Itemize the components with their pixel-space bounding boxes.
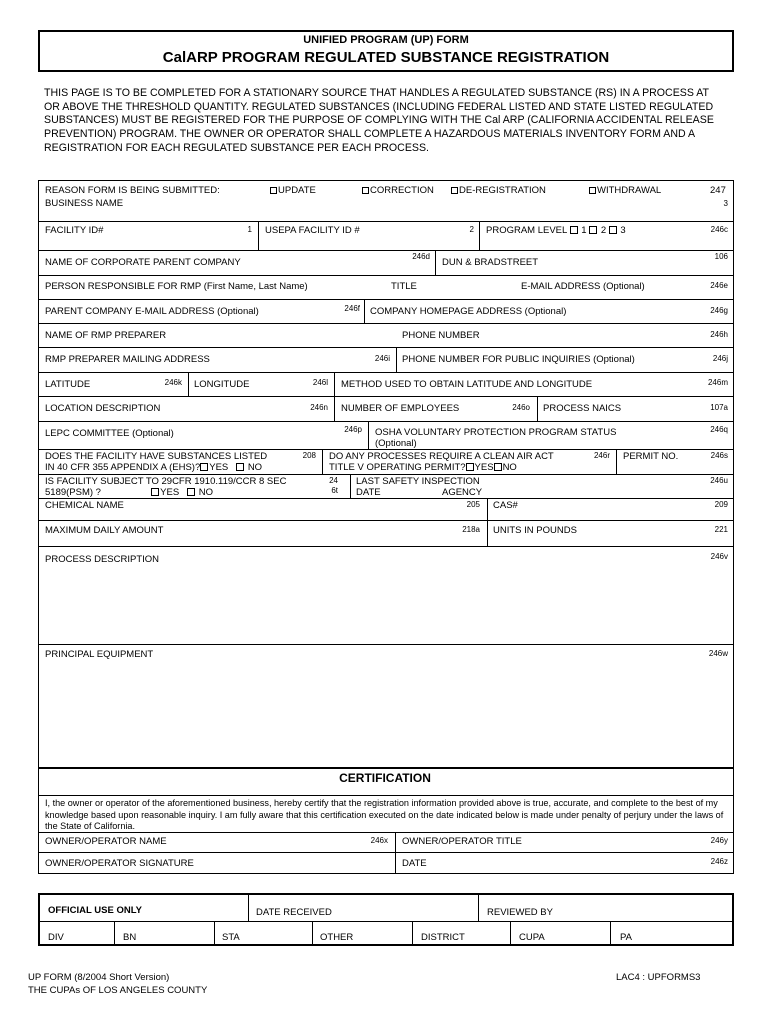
clean-air-question-line1: DO ANY PROCESSES REQUIRE A CLEAN AIR ACT — [329, 451, 554, 462]
location-description-label: LOCATION DESCRIPTION — [45, 403, 161, 414]
method-label: METHOD USED TO OBTAIN LATITUDE AND LONGITUDE — [341, 379, 593, 390]
ehs-question-line2: IN 40 CFR 355 APPENDIX A (EHS)? YES NO — [45, 462, 263, 473]
inspection-agency-label: AGENCY — [442, 487, 483, 498]
field-number: 247 — [710, 185, 726, 196]
phone-number-label: PHONE NUMBER — [402, 330, 480, 341]
field-number: 246x — [370, 836, 388, 845]
principal-equipment-label: PRINCIPAL EQUIPMENT — [45, 649, 154, 660]
usepa-id-label: USEPA FACILITY ID # — [265, 225, 360, 236]
corporate-parent-label: NAME OF CORPORATE PARENT COMPANY — [45, 257, 241, 268]
form-header — [38, 30, 734, 72]
pa-label: PA — [620, 932, 632, 943]
process-description-field[interactable] — [40, 566, 732, 642]
field-number: 246o — [512, 403, 530, 412]
last-inspection-label: LAST SAFETY INSPECTION — [356, 476, 480, 487]
deregistration-option[interactable]: DE-REGISTRATION — [451, 185, 546, 196]
public-phone-label: PHONE NUMBER FOR PUBLIC INQUIRIES (Optional) — [402, 354, 635, 365]
parent-email-label: PARENT COMPANY E-MAIL ADDRESS (Optional) — [45, 306, 259, 317]
osha-label-line2: (Optional) — [375, 438, 417, 449]
field-number: 246q — [710, 425, 728, 434]
footer-agency: THE CUPAs OF LOS ANGELES COUNTY — [28, 985, 208, 996]
field-number: 246l — [312, 378, 328, 387]
update-option[interactable]: UPDATE — [270, 185, 316, 196]
units-label: UNITS IN POUNDS — [493, 525, 577, 536]
field-number: 246v — [710, 552, 728, 561]
owner-name-label: OWNER/OPERATOR NAME — [45, 836, 167, 847]
field-number: 107a — [710, 403, 728, 412]
chemical-name-label: CHEMICAL NAME — [45, 500, 124, 511]
ehs-yes-checkbox[interactable] — [200, 463, 208, 471]
correction-checkbox[interactable] — [362, 187, 369, 194]
permit-no-label: PERMIT NO. — [623, 451, 679, 462]
other-label: OTHER — [320, 932, 354, 943]
footer-form-version: UP FORM (8/2004 Short Version) — [28, 972, 170, 983]
bn-label: BN — [123, 932, 137, 943]
rmp-preparer-label: NAME OF RMP PREPARER — [45, 330, 167, 341]
field-number: 246u — [710, 476, 728, 485]
cas-label: CAS# — [493, 500, 518, 511]
person-responsible-label: PERSON RESPONSIBLE FOR RMP (First Name, Last Name) — [45, 281, 308, 292]
latitude-label: LATITUDE — [45, 379, 91, 390]
field-number: 246j — [712, 354, 728, 363]
level-1-checkbox[interactable] — [570, 226, 578, 234]
field-number: 246p — [344, 425, 362, 434]
dun-bradstreet-label: DUN & BRADSTREET — [442, 257, 539, 268]
footer-form-code: LAC4 : UPFORMS3 — [616, 972, 701, 983]
field-number: 24 — [329, 476, 338, 485]
longitude-label: LONGITUDE — [194, 379, 250, 390]
field-number: 1 — [247, 225, 252, 234]
field-number: 209 — [714, 500, 728, 509]
reviewed-by-label: REVIEWED BY — [487, 907, 553, 918]
div-label: DIV — [48, 932, 64, 943]
field-number: 246i — [374, 354, 390, 363]
employees-label: NUMBER OF EMPLOYEES — [341, 403, 460, 414]
company-homepage-label: COMPANY HOMEPAGE ADDRESS (Optional) — [370, 306, 567, 317]
form-header-line1: UNIFIED PROGRAM (UP) FORM — [303, 34, 469, 46]
clean-air-yes-checkbox[interactable] — [466, 463, 474, 471]
withdrawal-option[interactable]: WITHDRAWAL — [589, 185, 661, 196]
form-title: CalARP PROGRAM REGULATED SUBSTANCE REGISTRATION — [162, 49, 610, 66]
correction-option[interactable]: CORRECTION — [362, 185, 434, 196]
field-number: 106 — [714, 252, 728, 261]
max-daily-label: MAXIMUM DAILY AMOUNT — [45, 525, 164, 536]
date-received-label: DATE RECEIVED — [256, 907, 332, 918]
field-number: 246r — [593, 451, 610, 460]
update-checkbox[interactable] — [270, 187, 277, 194]
field-number: 246s — [710, 451, 728, 460]
lepc-label: LEPC COMMITTEE (Optional) — [45, 428, 174, 439]
certification-title: CERTIFICATION — [339, 771, 431, 785]
owner-signature-label: OWNER/OPERATOR SIGNATURE — [45, 858, 194, 869]
email-label: E-MAIL ADDRESS (Optional) — [521, 281, 645, 292]
process-description-label: PROCESS DESCRIPTION — [45, 554, 160, 565]
field-number: 246f — [344, 304, 360, 313]
field-number: 246z — [710, 857, 728, 866]
deregistration-checkbox[interactable] — [451, 187, 458, 194]
ehs-no-checkbox[interactable] — [236, 463, 244, 471]
level-3-checkbox[interactable] — [609, 226, 617, 234]
ehs-question-line1: DOES THE FACILITY HAVE SUBSTANCES LISTED — [45, 451, 268, 462]
osha-label-line1: OSHA VOLUNTARY PROTECTION PROGRAM STATUS — [375, 427, 617, 438]
field-number: 218a — [462, 525, 480, 534]
certification-text: I, the owner or operator of the aforementioned business, hereby certify that the registration information provided above is true, accurate, and complete to the best of my knowledge based upon reasonable inquiry. I am fully aware that this certification executed on the date indicated below is made under penalty of perjury under the laws of the State of California. — [45, 798, 724, 831]
psm-no-checkbox[interactable] — [187, 488, 195, 496]
withdrawal-checkbox[interactable] — [589, 187, 596, 194]
rmp-mailing-label: RMP PREPARER MAILING ADDRESS — [45, 354, 210, 365]
field-number: 2 — [469, 225, 474, 234]
field-number: 246n — [310, 403, 328, 412]
clean-air-question-line2: TITLE V OPERATING PERMIT? YES NO — [329, 462, 517, 473]
intro-paragraph: THIS PAGE IS TO BE COMPLETED FOR A STATIONARY SOURCE THAT HANDLES A REGULATED SUBSTANCE (RS) IN A PROCESS AT OR ABOVE THE THRESHOLD QUANTITY. REGULATED SUBSTANCES (INCLUDING FEDERAL LISTED AND STATE LISTED REGULATED SUBSTANCES) MUST BE REGISTERED FOR THE PURPOSE OF COMPLYING WITH THE Cal ARP (CALIFORNIA ACCIDENTAL RELEASE PREVENTION) PROGRAM. THE OWNER OR OPERATOR SHALL COMPLETE A HAZARDOUS MATERIALS INVENTORY FORM AND A REGISTRATION FOR EACH REGULATED SUBSTANCE PER EACH PROCESS. — [44, 87, 714, 154]
field-number: 246m — [707, 378, 728, 387]
field-number: 205 — [466, 500, 480, 509]
principal-equipment-field[interactable] — [40, 661, 732, 766]
psm-question-line2: 5189(PSM) ? YES NO — [45, 487, 213, 498]
clean-air-no-checkbox[interactable] — [494, 463, 502, 471]
inspection-date-label: DATE — [356, 487, 381, 498]
signature-date-label: DATE — [402, 858, 427, 869]
district-label: DISTRICT — [421, 932, 465, 943]
reason-label: REASON FORM IS BEING SUBMITTED: — [45, 185, 220, 196]
field-number: 246c — [710, 225, 728, 234]
field-number: 3 — [723, 199, 728, 208]
field-number: 6t — [331, 486, 338, 495]
cupa-label: CUPA — [519, 932, 545, 943]
field-number: 246w — [708, 649, 728, 658]
sta-label: STA — [222, 932, 240, 943]
facility-id-label: FACILITY ID# — [45, 225, 104, 236]
field-number: 208 — [302, 451, 316, 460]
process-naics-label: PROCESS NAICS — [543, 403, 622, 414]
business-name-label: BUSINESS NAME — [45, 198, 124, 209]
level-2-checkbox[interactable] — [589, 226, 597, 234]
field-number: 246g — [710, 306, 728, 315]
psm-yes-checkbox[interactable] — [151, 488, 159, 496]
title-label: TITLE — [391, 281, 417, 292]
field-number: 246k — [164, 378, 182, 387]
field-number: 221 — [714, 525, 728, 534]
program-level-label: PROGRAM LEVEL 1 2 3 — [486, 225, 626, 236]
field-number: 246d — [412, 252, 430, 261]
psm-question-line1: IS FACILITY SUBJECT TO 29CFR 1910.119/CCR 8 SEC — [45, 476, 287, 487]
official-use-label: OFFICIAL USE ONLY — [48, 905, 142, 916]
field-number: 246e — [710, 281, 728, 290]
owner-title-label: OWNER/OPERATOR TITLE — [402, 836, 522, 847]
field-number: 246h — [710, 330, 728, 339]
field-number: 246y — [710, 836, 728, 845]
